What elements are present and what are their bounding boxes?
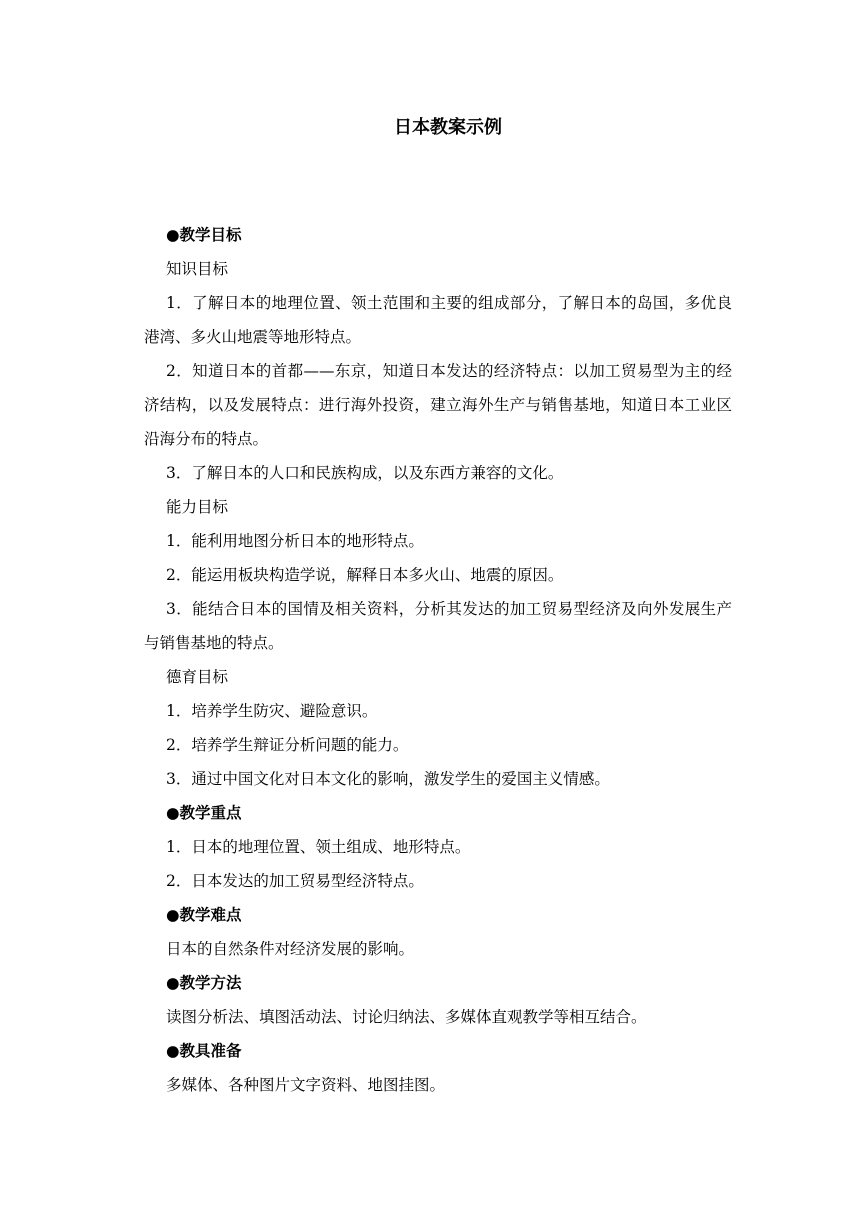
teaching-focus-1: 1．日本的地理位置、领土组成、地形特点。: [166, 838, 471, 856]
teaching-methods-text: 读图分析法、填图活动法、讨论归纳法、多媒体直观教学等相互结合。: [166, 1008, 647, 1026]
heading-teaching-methods: ●教学方法: [166, 974, 242, 992]
document-title: 日本教案示例: [394, 117, 502, 138]
heading-teaching-objectives: ●教学目标: [166, 226, 242, 244]
document-body: [144, 218, 732, 1102]
moral-objective-1: 1．培养学生防灾、避险意识。: [166, 702, 378, 720]
ability-objective-3: 3．能结合日本的国情及相关资料，分析其发达的加工贸易型经济及向外发展生产与销售基地的特点。: [144, 600, 732, 652]
ability-objective-2: 2．能运用板块构造学说，解释日本多火山、地震的原因。: [166, 566, 564, 584]
heading-teaching-focus: ●教学重点: [166, 804, 242, 822]
subheading-ability-objectives: 能力目标: [166, 498, 229, 516]
teaching-aids-text: 多媒体、各种图片文字资料、地图挂图。: [166, 1076, 446, 1094]
teaching-difficulty-text: 日本的自然条件对经济发展的影响。: [166, 940, 415, 958]
moral-objective-2: 2．培养学生辩证分析问题的能力。: [166, 736, 409, 754]
knowledge-objective-1: 1．了解日本的地理位置、领土范围和主要的组成部分，了解日本的岛国，多优良港湾、多火山地震等地形特点。: [144, 294, 732, 346]
moral-objective-3: 3．通过中国文化对日本文化的影响，激发学生的爱国主义情感。: [166, 770, 610, 788]
subheading-knowledge-objectives: 知识目标: [166, 260, 229, 278]
heading-teaching-aids: ●教具准备: [166, 1042, 242, 1060]
heading-teaching-difficulty: ●教学难点: [166, 906, 242, 924]
ability-objective-1: 1．能利用地图分析日本的地形特点。: [166, 532, 424, 550]
knowledge-objective-3: 3．了解日本的人口和民族构成，以及东西方兼容的文化。: [166, 464, 564, 482]
teaching-focus-2: 2．日本发达的加工贸易型经济特点。: [166, 872, 424, 890]
knowledge-objective-2: 2．知道日本的首都——东京，知道日本发达的经济特点：以加工贸易型为主的经济结构，以及发展特点：进行海外投资，建立海外生产与销售基地，知道日本工业区沿海分布的特点。: [144, 362, 732, 448]
subheading-moral-objectives: 德育目标: [166, 668, 229, 686]
